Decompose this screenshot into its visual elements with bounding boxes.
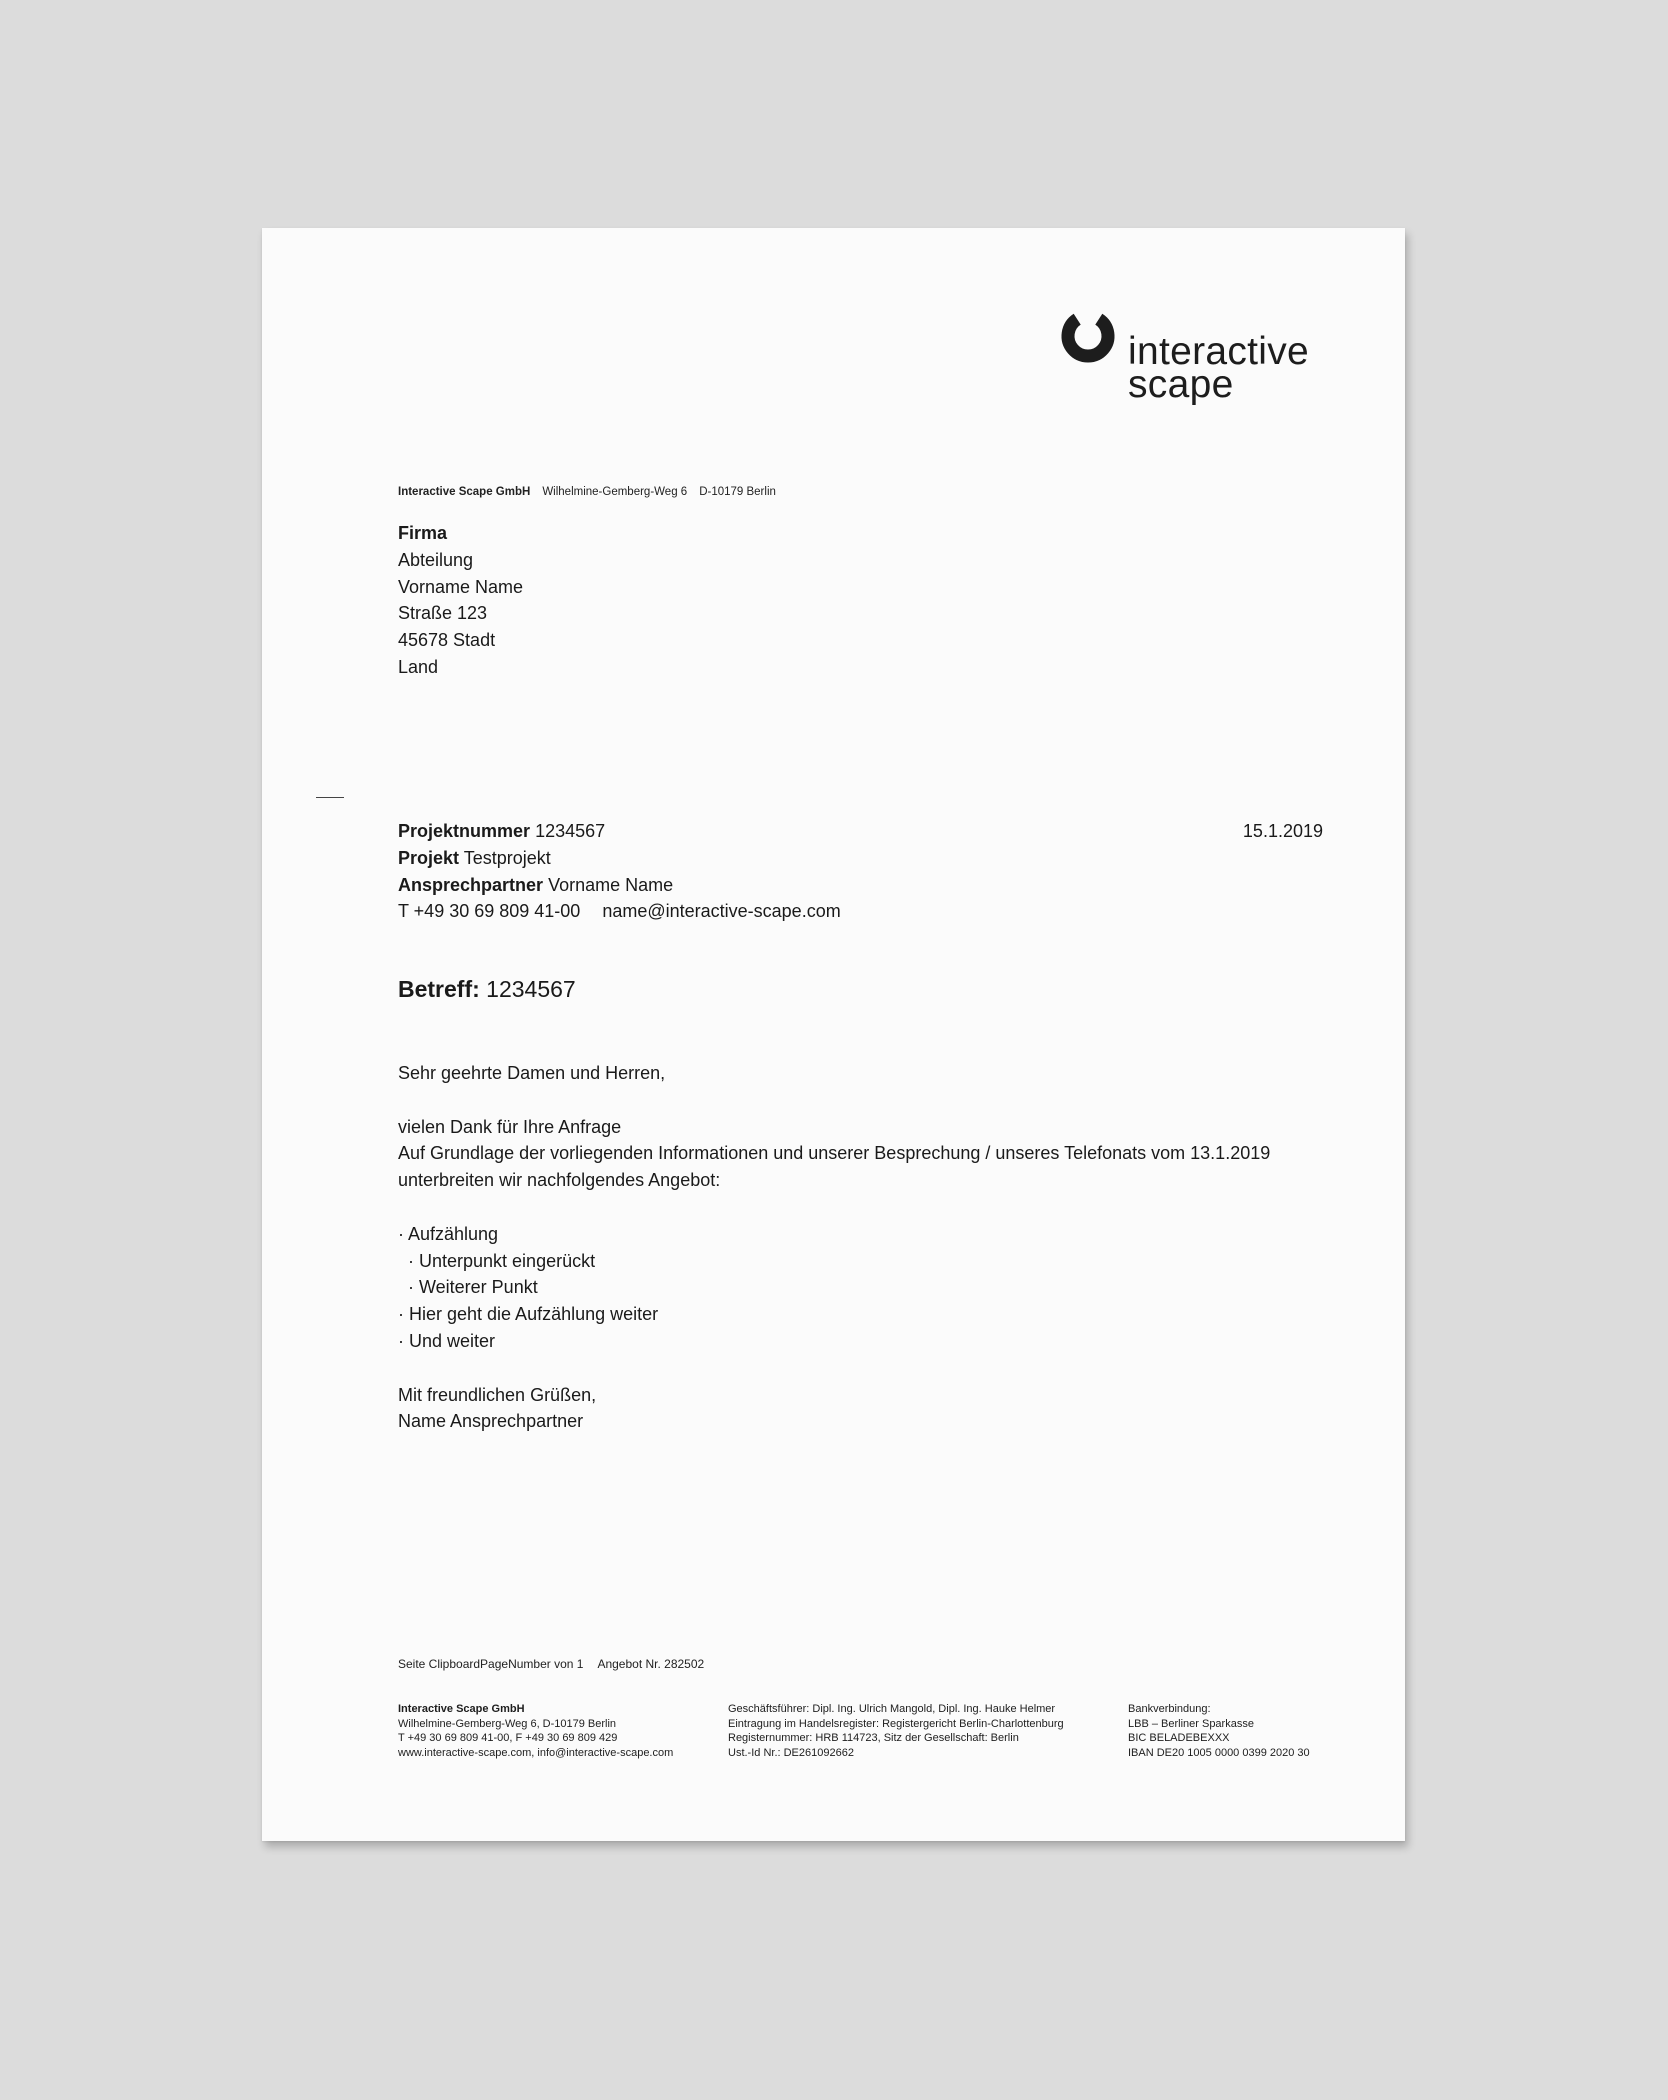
letter-date: 15.1.2019 — [1242, 821, 1323, 841]
closing: Mit freundlichen Grüßen, — [398, 1384, 597, 1405]
letter-body — [398, 1060, 1270, 1435]
project-contact-row — [398, 872, 841, 899]
letter-sheet — [262, 228, 1405, 1841]
project-number-value: 1234567 — [535, 821, 606, 841]
list-item-indented: · Weiterer Punkt — [408, 1277, 538, 1298]
list-item: · Aufzählung — [398, 1223, 499, 1244]
footer-bank-line: Bankverbindung: — [1128, 1703, 1211, 1715]
recipient-name: Vorname Name — [398, 576, 524, 597]
page-info — [398, 1657, 704, 1671]
footer-company-address: Wilhelmine-Gemberg-Weg 6, D-10179 Berlin — [398, 1717, 617, 1730]
body-line-1: vielen Dank für Ihre Anfrage — [398, 1116, 622, 1137]
project-phone-email-row — [398, 898, 841, 925]
footer-bank-line: LBB – Berliner Sparkasse — [1128, 1717, 1254, 1730]
footer-legal-line: Eintragung im Handelsregister: Registergericht Berlin-Charlottenburg — [728, 1717, 1064, 1730]
project-name-value: Testprojekt — [463, 847, 551, 868]
recipient-country: Land — [398, 656, 439, 677]
list-item: · Hier geht die Aufzählung weiter — [398, 1304, 659, 1325]
footer-company-column — [398, 1702, 673, 1760]
recipient-street: Straße 123 — [398, 603, 488, 624]
body-line-2: Auf Grundlage der vorliegenden Informationen und unserer Besprechung / unseres Telefonats vom 13.1.2019 — [398, 1143, 1271, 1164]
subject-value: 1234567 — [486, 976, 576, 1002]
list-item: · Und weiter — [398, 1330, 496, 1351]
recipient-department: Abteilung — [398, 549, 474, 570]
logo-wordmark-line1: interactive — [1128, 330, 1310, 373]
footer-legal-line: Ust.-Id Nr.: DE261092662 — [728, 1746, 854, 1759]
recipient-city: 45678 Stadt — [398, 630, 496, 651]
sender-company: Interactive Scape GmbH — [398, 486, 531, 498]
footer-bank-column — [1128, 1702, 1310, 1760]
subject-line — [398, 975, 576, 1003]
sender-street: Wilhelmine-Gemberg-Weg 6 — [542, 486, 688, 498]
project-number-label: Projektnummer — [398, 821, 531, 841]
interactive-scape-logo-icon — [1060, 308, 1116, 364]
subject-label: Betreff: — [398, 976, 480, 1002]
logo-wordmark-line2: scape — [1128, 363, 1234, 406]
footer-legal-line: Geschäftsführer: Dipl. Ing. Ulrich Mangold, Dipl. Ing. Hauke Helmer — [728, 1703, 1056, 1715]
list-item-indented: · Unterpunkt eingerückt — [408, 1250, 596, 1271]
footer-company-name: Interactive Scape GmbH — [398, 1703, 525, 1715]
footer-company-web: www.interactive-scape.com, info@interactive-scape.com — [398, 1746, 674, 1759]
project-name-row — [398, 845, 841, 872]
footer-legal-line: Registernummer: HRB 114723, Sitz der Gesellschaft: Berlin — [728, 1732, 1019, 1745]
page-number: Seite ClipboardPageNumber von 1 — [398, 1657, 584, 1671]
project-number-row — [398, 818, 841, 845]
footer-legal-column — [728, 1702, 1064, 1760]
offer-number: Angebot Nr. 282502 — [597, 1657, 705, 1671]
project-phone: T +49 30 69 809 41-00 — [398, 901, 581, 922]
project-contact-label: Ansprechpartner — [398, 874, 544, 895]
body-line-3: unterbreiten wir nachfolgendes Angebot: — [398, 1170, 721, 1191]
project-name-label: Projekt — [398, 847, 460, 868]
fold-mark — [316, 797, 344, 798]
recipient-address — [398, 520, 523, 681]
project-contact-value: Vorname Name — [548, 874, 674, 895]
sender-line — [398, 486, 776, 498]
signature: Name Ansprechpartner — [398, 1411, 584, 1432]
footer-bank-line: BIC BELADEBEXXX — [1128, 1732, 1230, 1745]
recipient-company: Firma — [398, 523, 448, 543]
project-info — [398, 818, 841, 925]
salutation: Sehr geehrte Damen und Herren, — [398, 1063, 666, 1083]
footer-company-phone: T +49 30 69 809 41-00, F +49 30 69 809 429 — [398, 1732, 618, 1745]
footer-bank-line: IBAN DE20 1005 0000 0399 2020 30 — [1128, 1746, 1310, 1759]
sender-city: D-10179 Berlin — [699, 486, 776, 498]
project-email: name@interactive-scape.com — [602, 901, 841, 922]
